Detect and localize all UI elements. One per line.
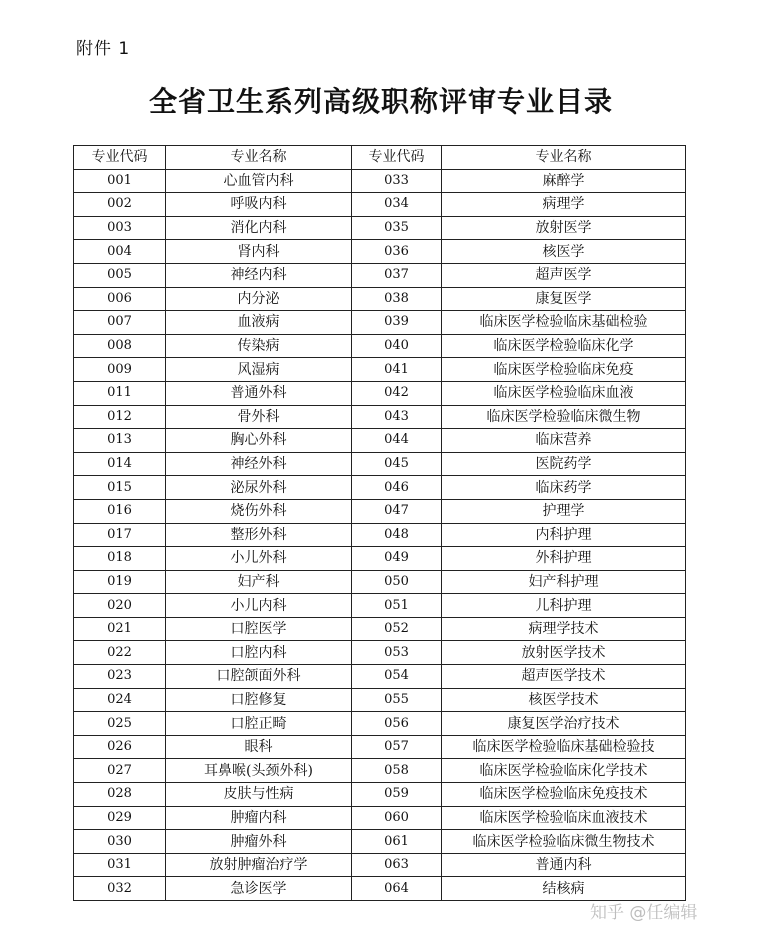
specialty-code: 048: [352, 523, 442, 547]
specialty-code: 057: [352, 735, 442, 759]
specialty-code: 005: [74, 263, 166, 287]
specialty-code: 028: [74, 783, 166, 807]
specialty-code: 060: [352, 806, 442, 830]
specialty-name: 临床医学检验临床基础检验技: [442, 735, 686, 759]
table-row: [74, 263, 686, 287]
specialty-code: 016: [74, 499, 166, 523]
specialty-code: 026: [74, 735, 166, 759]
specialty-name: 口腔正畸: [166, 712, 352, 736]
table-row: [74, 759, 686, 783]
specialty-name: 结核病: [442, 877, 686, 901]
specialty-name: 呼吸内科: [166, 193, 352, 217]
table-row: [74, 570, 686, 594]
header-code-2: 专业代码: [352, 146, 442, 170]
table-row: [74, 735, 686, 759]
specialty-code: 036: [352, 240, 442, 264]
specialty-code: 037: [352, 263, 442, 287]
table-row: [74, 594, 686, 618]
specialty-name: 口腔修复: [166, 688, 352, 712]
header-name-1: 专业名称: [166, 146, 352, 170]
specialty-code: 046: [352, 476, 442, 500]
specialty-name: 放射医学技术: [442, 641, 686, 665]
specialty-code: 025: [74, 712, 166, 736]
specialty-name: 皮肤与性病: [166, 783, 352, 807]
specialty-table: [73, 145, 686, 901]
table-row: [74, 476, 686, 500]
specialty-name: 肿瘤外科: [166, 830, 352, 854]
specialty-code: 002: [74, 193, 166, 217]
specialty-code: 006: [74, 287, 166, 311]
specialty-code: 015: [74, 476, 166, 500]
table-row: [74, 358, 686, 382]
specialty-name: 外科护理: [442, 547, 686, 571]
table-row: [74, 287, 686, 311]
table-row: [74, 311, 686, 335]
table-row: [74, 429, 686, 453]
page-title: 全省卫生系列高级职称评审专业目录: [148, 85, 613, 118]
specialty-name: 口腔医学: [166, 617, 352, 641]
specialty-code: 003: [74, 216, 166, 240]
specialty-name: 康复医学治疗技术: [442, 712, 686, 736]
specialty-code: 009: [74, 358, 166, 382]
specialty-code: 023: [74, 665, 166, 689]
specialty-code: 017: [74, 523, 166, 547]
table-row: [74, 783, 686, 807]
specialty-name: 风湿病: [166, 358, 352, 382]
table-row: [74, 665, 686, 689]
specialty-name: 临床医学检验临床血液: [442, 381, 686, 405]
specialty-code: 054: [352, 665, 442, 689]
table-header-row: [74, 146, 686, 170]
specialty-code: 020: [74, 594, 166, 618]
header-name-2: 专业名称: [442, 146, 686, 170]
header-code-1: 专业代码: [74, 146, 166, 170]
table-row: [74, 641, 686, 665]
table-row: [74, 617, 686, 641]
specialty-code: 059: [352, 783, 442, 807]
specialty-name: 康复医学: [442, 287, 686, 311]
specialty-code: 055: [352, 688, 442, 712]
specialty-code: 012: [74, 405, 166, 429]
specialty-code: 039: [352, 311, 442, 335]
specialty-name: 小儿内科: [166, 594, 352, 618]
specialty-name: 核医学技术: [442, 688, 686, 712]
specialty-name: 肾内科: [166, 240, 352, 264]
specialty-code: 047: [352, 499, 442, 523]
specialty-name: 神经内科: [166, 263, 352, 287]
specialty-name: 骨外科: [166, 405, 352, 429]
specialty-code: 040: [352, 334, 442, 358]
specialty-name: 胸心外科: [166, 429, 352, 453]
specialty-name: 临床医学检验临床血液技术: [442, 806, 686, 830]
specialty-name: 小儿外科: [166, 547, 352, 571]
table-row: [74, 334, 686, 358]
specialty-name: 儿科护理: [442, 594, 686, 618]
specialty-name: 心血管内科: [166, 169, 352, 193]
specialty-name: 妇产科护理: [442, 570, 686, 594]
specialty-code: 024: [74, 688, 166, 712]
specialty-code: 027: [74, 759, 166, 783]
specialty-name: 麻醉学: [442, 169, 686, 193]
specialty-name: 传染病: [166, 334, 352, 358]
specialty-name: 口腔内科: [166, 641, 352, 665]
table-row: [74, 806, 686, 830]
specialty-code: 013: [74, 429, 166, 453]
specialty-code: 018: [74, 547, 166, 571]
specialty-name: 内科护理: [442, 523, 686, 547]
specialty-name: 血液病: [166, 311, 352, 335]
specialty-code: 042: [352, 381, 442, 405]
specialty-name: 临床医学检验临床微生物技术: [442, 830, 686, 854]
specialty-name: 临床医学检验临床化学: [442, 334, 686, 358]
specialty-name: 医院药学: [442, 452, 686, 476]
specialty-code: 061: [352, 830, 442, 854]
specialty-name: 超声医学技术: [442, 665, 686, 689]
specialty-name: 超声医学: [442, 263, 686, 287]
table-row: [74, 853, 686, 877]
specialty-name: 烧伤外科: [166, 499, 352, 523]
specialty-code: 029: [74, 806, 166, 830]
table-row: [74, 688, 686, 712]
specialty-name: 眼科: [166, 735, 352, 759]
specialty-name: 泌尿外科: [166, 476, 352, 500]
watermark: 知乎 @任编辑: [590, 903, 698, 923]
specialty-code: 019: [74, 570, 166, 594]
table-row: [74, 193, 686, 217]
specialty-code: 058: [352, 759, 442, 783]
specialty-name: 消化内科: [166, 216, 352, 240]
table-row: [74, 499, 686, 523]
specialty-name: 临床医学检验临床免疫技术: [442, 783, 686, 807]
specialty-name: 口腔颌面外科: [166, 665, 352, 689]
specialty-name: 肿瘤内科: [166, 806, 352, 830]
table-row: [74, 216, 686, 240]
table-row: [74, 405, 686, 429]
specialty-code: 043: [352, 405, 442, 429]
specialty-code: 032: [74, 877, 166, 901]
specialty-code: 045: [352, 452, 442, 476]
specialty-code: 056: [352, 712, 442, 736]
specialty-code: 001: [74, 169, 166, 193]
specialty-name: 病理学: [442, 193, 686, 217]
specialty-code: 033: [352, 169, 442, 193]
specialty-name: 妇产科: [166, 570, 352, 594]
specialty-name: 普通外科: [166, 381, 352, 405]
specialty-code: 041: [352, 358, 442, 382]
specialty-name: 耳鼻喉(头颈外科): [166, 759, 352, 783]
specialty-name: 病理学技术: [442, 617, 686, 641]
specialty-code: 038: [352, 287, 442, 311]
specialty-name: 护理学: [442, 499, 686, 523]
specialty-code: 050: [352, 570, 442, 594]
specialty-code: 053: [352, 641, 442, 665]
specialty-name: 核医学: [442, 240, 686, 264]
specialty-code: 044: [352, 429, 442, 453]
specialty-name: 临床医学检验临床微生物: [442, 405, 686, 429]
attachment-label: 附件 1: [76, 39, 131, 59]
specialty-name: 临床药学: [442, 476, 686, 500]
specialty-code: 049: [352, 547, 442, 571]
specialty-name: 放射肿瘤治疗学: [166, 853, 352, 877]
specialty-code: 052: [352, 617, 442, 641]
specialty-name: 急诊医学: [166, 877, 352, 901]
specialty-code: 030: [74, 830, 166, 854]
specialty-code: 035: [352, 216, 442, 240]
specialty-name: 临床营养: [442, 429, 686, 453]
specialty-code: 008: [74, 334, 166, 358]
table-row: [74, 523, 686, 547]
specialty-code: 014: [74, 452, 166, 476]
table-row: [74, 169, 686, 193]
table-row: [74, 240, 686, 264]
specialty-name: 临床医学检验临床免疫: [442, 358, 686, 382]
specialty-code: 022: [74, 641, 166, 665]
specialty-code: 034: [352, 193, 442, 217]
specialty-code: 021: [74, 617, 166, 641]
specialty-code: 004: [74, 240, 166, 264]
table-row: [74, 381, 686, 405]
specialty-code: 051: [352, 594, 442, 618]
specialty-name: 内分泌: [166, 287, 352, 311]
table-row: [74, 712, 686, 736]
specialty-code: 007: [74, 311, 166, 335]
specialty-code: 063: [352, 853, 442, 877]
specialty-code: 011: [74, 381, 166, 405]
specialty-name: 普通内科: [442, 853, 686, 877]
specialty-name: 临床医学检验临床化学技术: [442, 759, 686, 783]
specialty-code: 064: [352, 877, 442, 901]
table-row: [74, 830, 686, 854]
specialty-name: 整形外科: [166, 523, 352, 547]
specialty-name: 神经外科: [166, 452, 352, 476]
specialty-code: 031: [74, 853, 166, 877]
specialty-name: 放射医学: [442, 216, 686, 240]
table-row: [74, 452, 686, 476]
specialty-name: 临床医学检验临床基础检验: [442, 311, 686, 335]
table-row: [74, 877, 686, 901]
table-row: [74, 547, 686, 571]
